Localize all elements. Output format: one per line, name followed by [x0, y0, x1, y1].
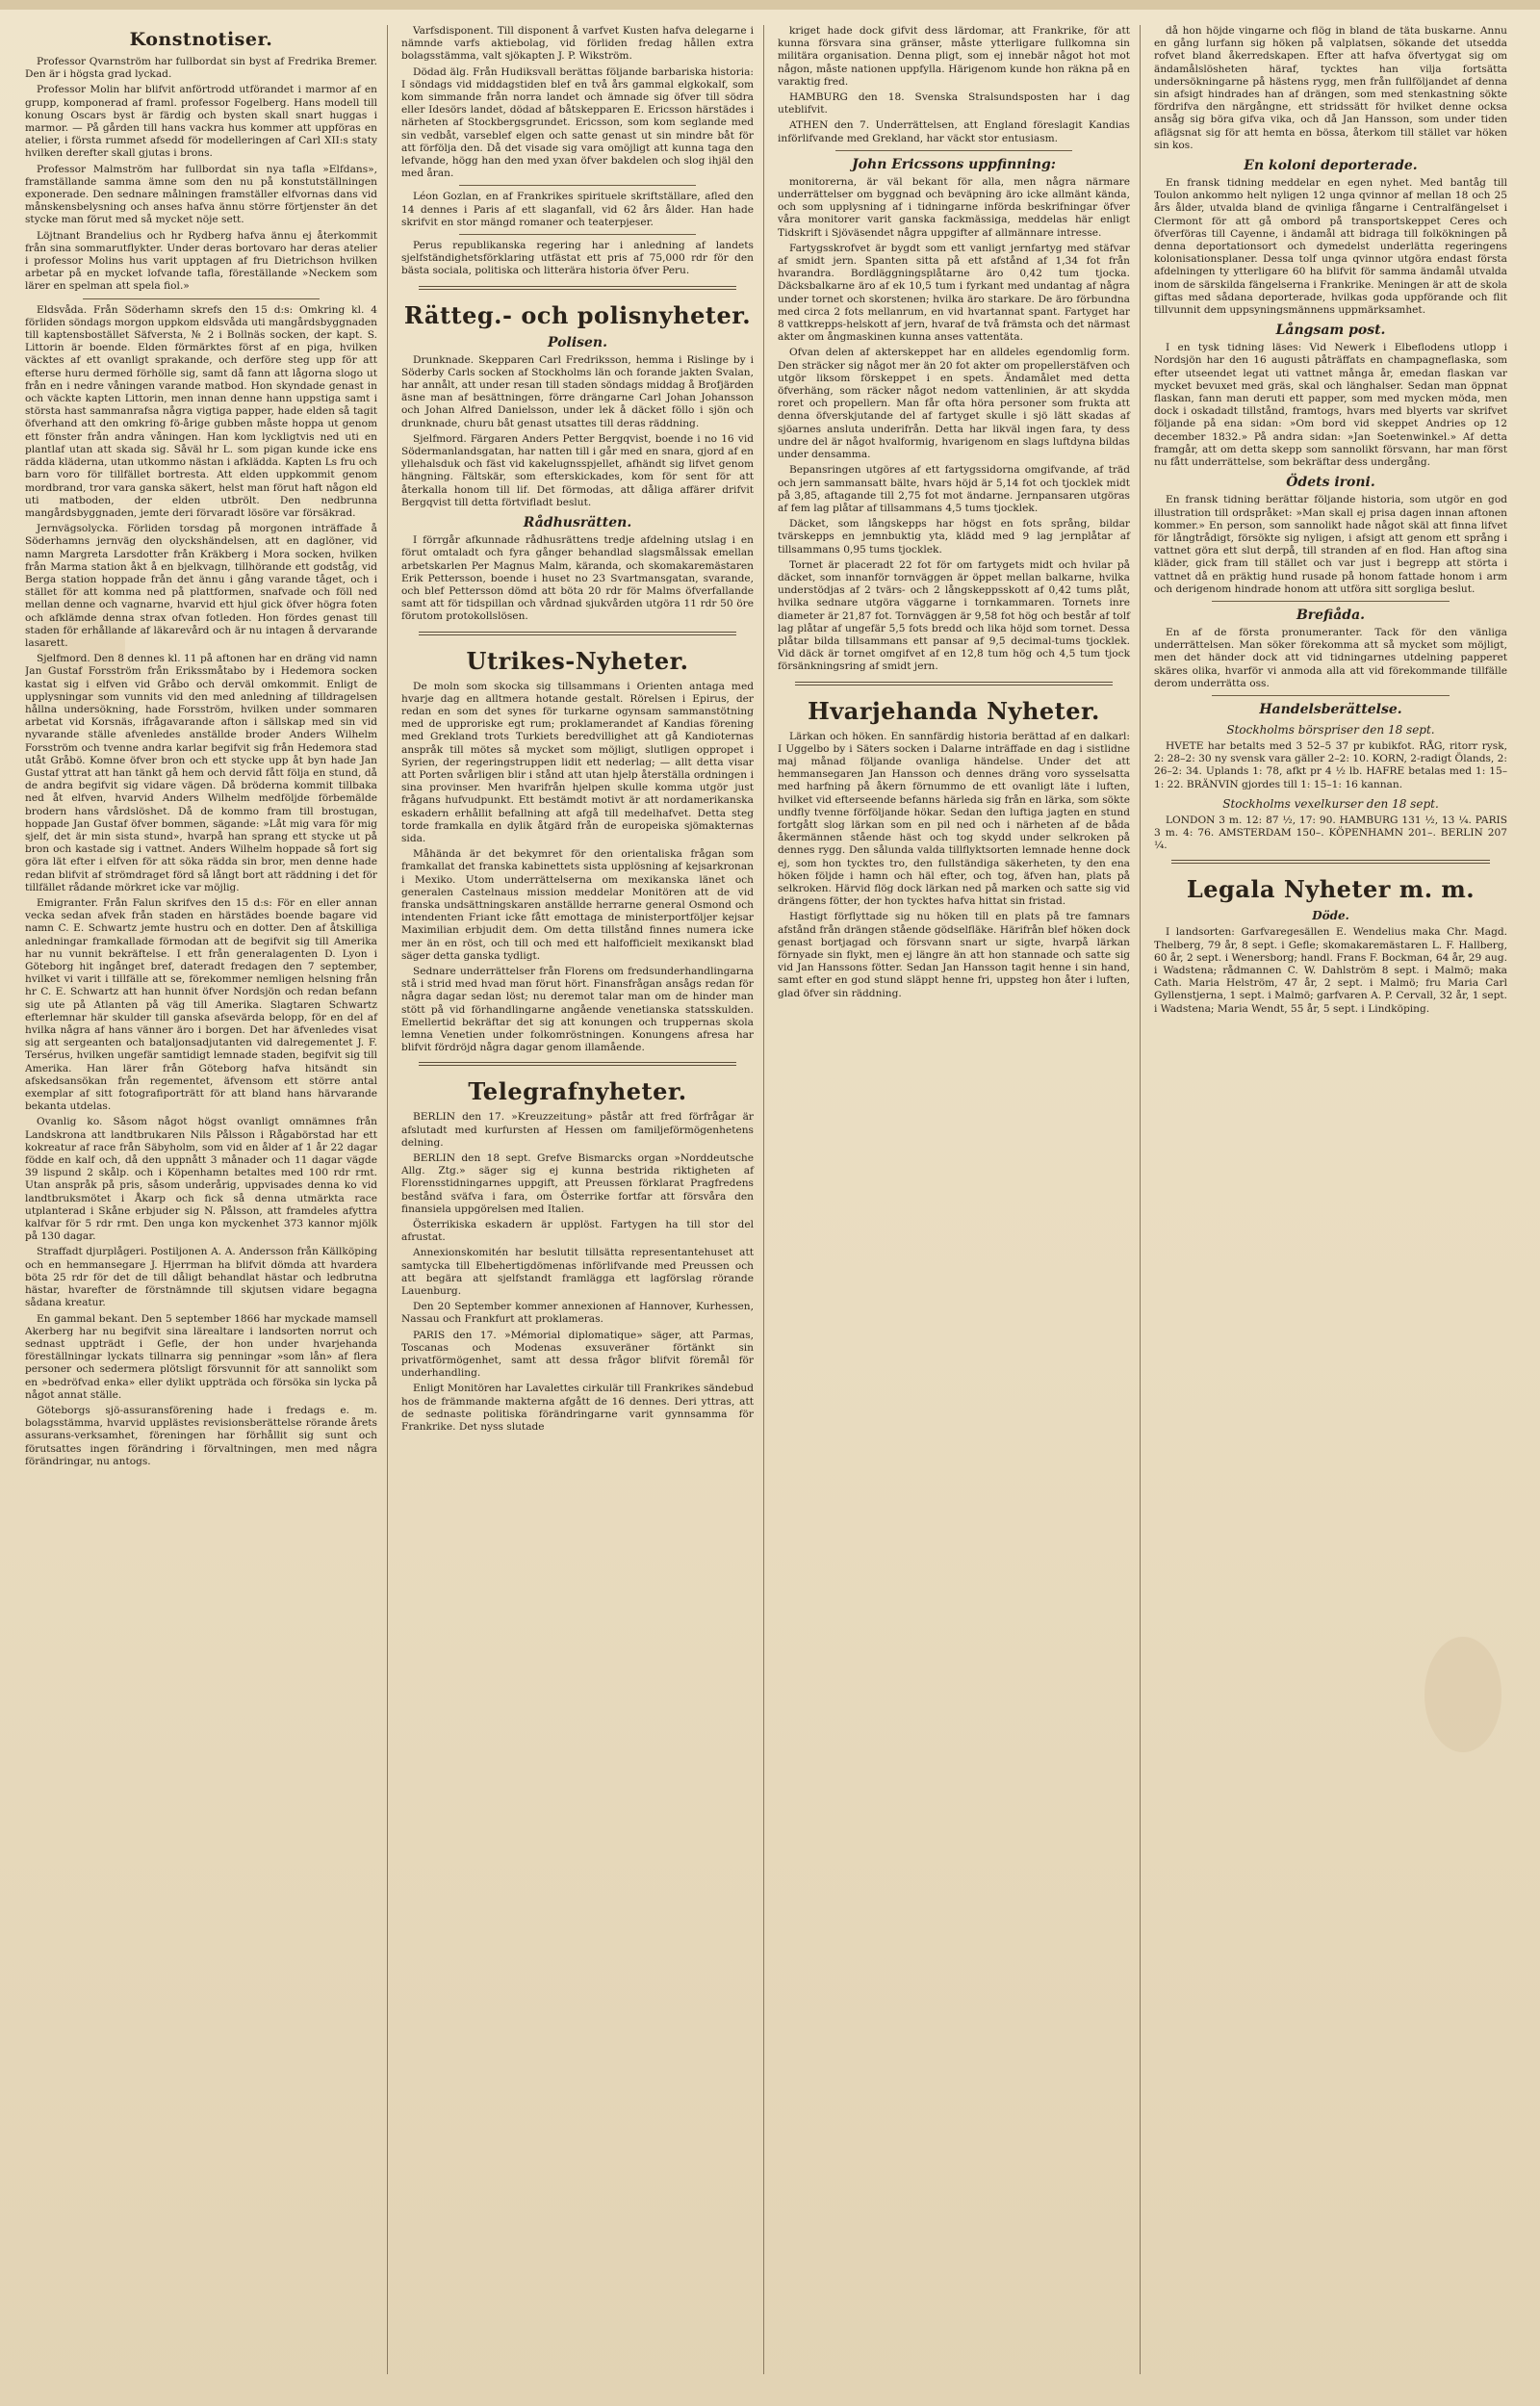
article-paragraph: Drunknade. Skepparen Carl Fredriksson, hemma i Rislinge by i Söderby Carls socken af Stockholms län och forande jakten Svalan, har annålt, att under resan till staden söndags middag å Brofjärden äsne man af besättningen, förre drängarne Carl Johan Johansson och Johan Alfred Danielsson, under lek å däcket föllo i sjön och drunknade, churu båt genast utsattes till deras räddning. [401, 353, 754, 429]
heading-en-koloni-deporterade: En koloni deporterade. [1244, 158, 1418, 174]
article-paragraph: monitorerna, är väl bekant för alla, men några närmare underrättelser om byggnad och beväpning äro icke allmänt kända, och som upplysning af i tidningarne införda beskrifningar öfver våra monitorer varit ganska fackmässiga, meddelas här enligt Tidskrift i Sjöväsendet några uppgifter af allmännare intresse. [778, 175, 1130, 239]
article-paragraph: En af de första pronumeranter. Tack för den vänliga underrättelsen. Man söker förekomma att så mycket som möjligt, men det händer dock att vid tidningarnes utdelning papperet skäres olika, hvarför vi anmoda alla att vid förekommande tillfälle derom underrätta oss. [1154, 626, 1507, 689]
subheading-polisen: Polisen. [548, 334, 607, 350]
article-paragraph: Léon Gozlan, en af Frankrikes spirituele skriftställare, afled den 14 dennes i Paris af ett slaganfall, vid 62 års ålder. Han hade skrifvit en stor mängd romaner och teaterpjeser. [401, 191, 754, 228]
article-paragraph: Tornet är placeradt 22 fot för om fartygets midt och hvilar på däcket, som innanför tornväggen är öppet mellan balkarne, hvilka understödjas af 2 tvärs- och 2 långskeppsskott af 0,42 tums plåt, hvilka sednare utgöra väggarne i tornkammaren. Tornets inre diameter är 21,87 fot. Tornväggen är 9,58 fot hög och består af tolf lag plåtar af ungefär 5,5 fots bredd och lika höjd som tornet. Dessa plåtar bilda tillsammans ett pansar af 9,5 decimal-tums tjocklek. Vid däck är tornet omgifvet af en 12,8 tum hög och 4,5 tum tjock försänkningsring af smidt jern. [778, 558, 1130, 673]
article-paragraph: Löjtnant Brandelius och hr Rydberg hafva ännu ej återkommit från sina sommarutflykter. Under deras bortovaro har deras atelier i professor Molins hus varit upptagen af fru Dietrichson hvilken arbetar på en mycket lofvande tafla, föreställande »Neckem som lärer en spelman att spela fiol.» [25, 229, 377, 293]
article-paragraph: Däcket, som långskepps har högst en fots språng, bildar tvärskepps en jemnbuktig yta, klädd med 9 lag jernplåtar af tillsammans 0,95 tums tjocklek. [778, 518, 1130, 556]
heading-rattegangs-och-polisnyheter: Rätteg.- och polisnyheter. [403, 300, 752, 329]
article-paragraph: Lärkan och höken. En sannfärdig historia berättad af en dalkarl: I Uggelbo by i Säters socken i Dalarne inträffade en dag i sistlidne maj månad följande ovanliga händelse. Under det att hemmansegaren Jan Hansson och dennes dräng voro sysselsatta med harfning på åkern förnummo de ett ovanligt läte i luften, hvilket vid efterseende befanns härleda sig från en lärka, som sökte undfly tvenne förföljande hökar. Sedan den luftiga jagten en stund fortgått slog lärkan som en pil ned och i närheten af de båda åkermännen stående häst och tog skydd under selkroken på dennes rygg. Den sålunda valda tillflyktsorten lemnade henne dock ej, som hon tycktes tro, den fullständiga säkerheten, ty den ena höken följde i hamn och häl efter, och tog, äfven han, plats på selkroken. Härvid flög dock lärkan ned på marken och satte sig vid drängens fötter, der hon tycktes hafva hittat sin fristad. [778, 730, 1130, 908]
article-paragraph: Måhända är det bekymret för den orientaliska frågan som framkallat det franska kabinettets sista upplösning af kejsarkronan i Mexiko. Utom underrättelserna om mexikanska länet och generalen Castelnaus mission meddelar Monitören att de vid franska undsättningskaren anställde herrarne general Osmond och intendenten Friant icke fått emottaga de ministerportföljer kejsar Maximilian erbjudit dem. Om detta tillstånd finnes numera icke mer än en röst, och till och med ett halfofficielt mexikanskt blad säger detta ganska tydligt. [401, 848, 754, 962]
article-paragraph: Bepansringen utgöres af ett fartygssidornа omgifvande, af träd och jern sammansatt bälte, hvars höjd är 5,14 fot och tjocklek midt på 3,85, aftagande till 2,75 fot mot ändarne. Jernpansaren utgöras af fem lag plåtar af tillsammans 4,5 tums tjocklek. [778, 464, 1130, 514]
column-4 [1154, 25, 1517, 2374]
article-paragraph: De moln som skocka sig tillsammans i Orienten antaga med hvarje dag en alltmera hotande gestalt. Rörelsen i Epirus, der redan en som det synes för turkarne ogynsam sammanstötning med de upproriske egt rum; proklamerandet af Kandias förening med Grekland trots Turkiets beredvillighet att gå Kandioternas anspråk till mötes så mycket som möjligt, slutligen oppropet i Syrien, der regeringstruppen lidit ett nederlag; — allt detta visar att Porten svårligen blir i stånd att utan hjelp återställa ordningen i sina provinser. Men hvarifrån hjelpen skulle komma utgör just frågans hufvudpunkt. Ett bestämdt motivt är att nordamerikanska eskadern erhållit befallning att afgå till medelhafvet. Detta steg torde framkalla en dylik åtgärd från de europeiska sjömakternas sida. [401, 680, 754, 844]
article-paragraph: Fartygsskrofvet är bygdt som ett vanligt jernfartyg med stäfvar af smidt jern. Spanten sitta på ett afstånd af 1,34 fot från hvarandra. Bordläggningsplåtarne äro 0,42 tum tjocka. Däcksbalkarne äro af ek 10,5 tum i fyrkant med undantag af några under tornet och skorstenen; hvilka äro starkare. De äro förbundna med circa 2 fots mellanrum, en vid hvartannat spant. Fartyget har 8 vattkrepps-helskott af jern, hvaraf de två främsta och det närmast akter om ångmaskinen kunna anses vattentäta. [778, 242, 1130, 344]
article-paragraph: BERLIN den 17. »Kreuzzeitung» påstår att fred förfrågar är afslutadt med kurfursten af Hessen om familjeförmögenhetens delning. [401, 1111, 754, 1149]
article-paragraph: kriget hade dock gifvit dess lärdomar, att Frankrike, för att kunna försvara sina gränser, måste ytterligare fullkomna sin militära organisation. Denna pligt, som ej innebär något hot mot någon, måste nationen uppfylla. Härigenom kunde hon räkna på en varaktig fred. [778, 25, 1130, 88]
column-2 [401, 25, 764, 2374]
article-paragraph: Sjelfmord. Färgaren Anders Petter Bergqvist, boende i no 16 vid Södermanlandsgatan, har natten till i går med en snara, gjord af en yllehalsduk och fäst vid kakelugnsspjellet, afhändt sig lifvet genom hängning. Fältskär, som efterskickades, kom för sent för att återkalla honom till lif. Det förmodas, att dåliga affärer drifvit Bergqvist till detta förtvifladt beslut. [401, 432, 754, 508]
article-paragraph: Straffadt djurplågeri. Postiljonen A. A. Andersson från Källköping och en hemmansegare J. Hjerrman ha blifvit dömda att hvardera böta 25 rdr för det de till dåligt behandlat hästar och ledbrutna hästar, hvarefter de förstnämnde till skjutsen vidare begagna sådana kreatur. [25, 1246, 377, 1309]
article-paragraph: I en tysk tidning läses: Vid Newerk i Elbeflodens utlopp i Nordsjön har den 16 augusti påträffats en champagneflaska, som efter utseendet legat uti vattnet många år, emedan flaskan var mycket bevuxet med gräs, skal och länghalser. Sedan man öppnat flaskan, fann man deruti ett papper, som med mycken möda, men dock i oskadadt tillstånd, framtogs, hvars med blyerts var skrifvet följande på ena sidan: »Om bord vid skeppet Andries op 12 december 1832.» På andra sidan: »Jan Soetenwinkel.» Af detta framgår, att om detta skepp som sannolikt försvann, har man först nu fått underrättelse, som bekräftar dess undergång. [1154, 342, 1507, 469]
subheading-vexelkurser: Stockholms vexelkurser den 18 sept. [1222, 796, 1439, 811]
section-rule [419, 632, 736, 635]
section-rule [1171, 860, 1490, 864]
article-paragraph: Sjelfmord. Den 8 dennes kl. 11 på aftonen har en dräng vid namn Jan Gustaf Forsström från Erikssmåtabo by i Hedemora socken kastat sig i elfven vid Gråbo och derväl omkommit. Enligt de upplysningar som vunnits vid den med anledning af tilldragelsen hållna undersökning, hade Forsström, hvilken under sommaren arbetat vid Korsnäs, ifrågavarande afton i sällskap med sin vid nyvarande ställe afvenledes anställde broder Anders Wilhelm Forsström och tvenne andra karlar begifvit sig från Hedemora stad utåt Gråbö. Komne öfver bron och ett stycke upp åt byn hade Jan Gustaf yttrat att han tänkt gå hem och dervid fått följa en stund, då de andra begifvit sig vidare vägen. Då bröderna kommit tillbaka ned åt elfven, hvarvid Anders Wilhelm medföljde förbemälde brodern hans vårdslöshet. Då de kommo fram till brostugan, hoppade Jan Gustaf öfver bommen, sägande: »Låt mig vara för mig sjelf, det är min sista stund», hvarpå han sprang ett stycke ut på bron och kastade sig i vattnet. Anders Wilhelm hoppade så fort sig göra lät efter i elfven för att söka rädda sin bror, men denne hade redan blifvit af strömdraget förd så långt bort att räddning i det för tillfället rådande mörkret icke var möjlig. [25, 653, 377, 893]
article-paragraph: Eldsvåda. Från Söderhamn skrefs den 15 d:s: Omkring kl. 4 förliden söndags morgon uppkom eldsvåda uti mangårdsbyggnaden till kaptensbostället Säfversta, № 2 i Bollnäs socken, der kapt. S. Littorin är boende. Elden förmärktes först af en piga, hvilken väcktes af ett ovanligt sprakande, och derföre steg upp för att efterse huru dermed förhölle sig, samt då fann att lågorna slogo ut från en i nedre våningen varande matbod. Hon skyndade genast in och väckte kapten Littorin, men innan denne hann uppstiga samt i största hast sammanrafsa några vigtiga papper, hade elden så tagit öfverhand att den omkring fö-årige gubben måste hoppa ut genom ett fönster från andra våningen. Han kom lyckligtvis ned uti en plantlaf utan att skada sig. Såväl hr L. som pigan kunde icke ens rädda kläderna, utan utkommo nästan i afklädda. Kapten Ls fru och barn voro för tillfället bortresta. Att elden uppkommit genom mordbrand, tror vara ganska säkert, helst man förut haft någon eld uti matboden, der elden utbrölt. Den nedbrunna mangårdsbyggnaden, jemte deri förvaradt lösöre var försäkrad. [25, 303, 377, 519]
article-paragraph: HVETE har betalts med 3 52–5 37 pr kubikfot. RÅG, ritorr rysk, 2: 28–2: 30 ny svensk vara gäller 2–2: 10. KORN, 2-radigt Ölands, 2: 26–2: 34. Uplands 1: 78, afkt pr 4 ½ lb. HAFRE betalas med 1: 15–1: 22. BRÄNVIN gjordes till 1: 15–1: 16 kannan. [1154, 739, 1507, 790]
article-paragraph: ATHEN den 7. Underrättelsen, att England föreslagit Kandias införlifvande med Grekland, har väckt stor entusiasm. [778, 119, 1130, 144]
article-paragraph: Hastigt förflyttade sig nu höken till en plats på tre famnars afstånd från drängen stående gödselfläke. Härifrån blef höken dock genast bortjagad och försvann snart ur sigte, hvarpå lärkan förnyade sin flykt, men ej längre än att hon stannade och satte sig vid Jan Hanssons fötter. Sedan Jan Hansson tagit henne i sin hand, samt efter en god stund släppt henne fri, uppsteg hon åter i luften, glad öfver sin räddning. [778, 911, 1130, 999]
columns [25, 17, 1515, 2387]
article-paragraph: BERLIN den 18 sept. Grefve Bismarcks organ »Norddeutsche Allg. Ztg.» säger sig ej kunna bestrida riktigheten af Florensstidningarnes uppgift, att Preussen förklarat Pragfredens bestånd sväfva i fara, om Österrike fortfar att försvåra den finansiela uppgörelsen med Italien. [401, 1152, 754, 1215]
article-paragraph: En gammal bekant. Den 5 september 1866 har myckade mamsell Akerberg har nu begifvit sina lärealtare i landsorten norrut och sednast uppträdt i Gefle, der hon under hvarjehanda föreställningar lyckats tillnarra sig penningar »som lån» af flera personer och sedermera plötsligt försvunnit för att sannolikt som en »bedröfvad enka» eller dylikt uppträda och försöka sin lycka på något annat ställe. [25, 1312, 377, 1401]
heading-langsam-post: Långsam post. [1275, 323, 1386, 339]
article-paragraph: I förrgår afkunnade rådhusrättens tredje afdelning utslag i en förut omtaladt och fyra gånger behandlad slagsmålssak emellan arbetskarlen Per Magnus Malm, käranda, och skomakaremästaren Erik Pettersson, boende i huset no 23 Svartmansgatan, svarande, och blef Pettersson dömd att böta 20 rdr för Malms öfverfallande samt att för tidspillan och vårdnad sjukvården utgöra 11 rdr 50 öre förutom protokollslösen. [401, 534, 754, 623]
article-paragraph: En fransk tidning meddelar en egen nyhet. Med bantåg till Toulon ankommo helt nyligen 12 unga qvinnor af mellan 18 och 25 års ålder, utvalda bland de qvinliga fångarne i Centralfängelset i Clermont för att gå ombord på transportskeppet Ceres och öfverföras till Cayenne, i ändamål att bidraga till folkökningen på denna deportationsort och dymedelst underlätta regeringens kolonisationsplaner. Dessa tolf unga qvinnor utgöra endast första afdelningen ty ytterligare 60 ha blifvit för samma ändamål utvalda inom de särskilda fängelserna i Frankrike. Meningen är att de skola giftas med sådana deporterade, hvilkas goda uppförande och flit tillvunnit dem uppsyningsmännens uppmärksamhet. [1154, 177, 1507, 317]
section-rule [419, 1062, 736, 1066]
divider [835, 150, 1072, 151]
article-paragraph: Perus republikanska regering har i anledning af landets sjelfständighetsförklaring utfästat ett pris af 75,000 rdr för den bästa sociala, politiska och litterära historia öfver Peru. [401, 240, 754, 277]
page-top-edge [0, 0, 1540, 10]
column-1 [25, 25, 388, 2374]
article-paragraph: HAMBURG den 18. Svenska Stralsundsposten har i dag uteblifvit. [778, 91, 1130, 116]
article-paragraph: PARIS den 17. »Mémorial diplomatique» säger, att Parmas, Toscanas och Modenas exsuveräner förtänkt sin privatförmögenhet, samt att dessa frågor blifvit föremål för underhandling. [401, 1329, 754, 1380]
subheading-radhusratten: Rådhusrätten. [523, 515, 632, 531]
article-paragraph: Varfsdisponent. Till disponent å varfvet Kusten hafva delegarne i nämnde varfs aktiebolag, vid förliden fredag hållen extra bolagsstämma, valt sjökapten J. P. Wikström. [401, 25, 754, 63]
subheading-borspriser: Stockholms börspriser den 18 sept. [1226, 722, 1435, 737]
section-rule [795, 682, 1113, 686]
article-paragraph: Ofvan delen af akterskeppet har en alldeles egendomlig form. Den sträcker sig något mer än 20 fot akter om propellerstäfven och utgör liksom förskeppet i en spets. Ändamålet med detta öfverhäng, som räcker något nedom vattenlinien, är att skydda roret och propellern. Man får ofta höra personer som frukta att denna öfverskjutande del af fartyget skulle i sjö lätt skadas af sjöarnes ansluta underifrån. Detta har likväl ingen fara, ty dess undre del är något hvalformig, hvarigenom en slags luftdyna bildas under densamma. [778, 347, 1130, 461]
article-paragraph: Enligt Monitören har Lavalettes cirkulär till Frankrikes sändebud hos de främmande makterna afgått de 16 dennes. Deri yttras, att de sednaste politiska förändringarne varit gynnsamma för Frankrike. Det nyss slutade [401, 1383, 754, 1434]
divider [83, 298, 320, 299]
article-paragraph: I landsorten: Garfvaregesällen E. Wendelius maka Chr. Magd. Thelberg, 79 år, 8 sept. i Gefle; skomakaremästaren L. F. Hallberg, 60 år, 2 sept. i Wenersborg; handl. Frans F. Bockman, 64 år, 29 aug. i Wadstena; rådmannen C. W. Dahlström 8 sept. i Malmö; maka Cath. Maria Helström, 47 år, 2 sept. i Malmö; fru Maria Carl Gyllenstjerna, 1 sept. i Malmö; garfvaren A. P. Cervall, 32 år, 1 sept. i Wadstena; Maria Wendt, 55 år, 5 sept. i Lindköping. [1154, 926, 1507, 1015]
article-paragraph: Österrikiska eskadern är upplöst. Fartygen ha till stor del afrustat. [401, 1219, 754, 1244]
article-paragraph: Jernvägsolycka. Förliden torsdag på morgonen inträffade å Söderhamns jernväg den olyckshändelsen, att en daglöner, vid namn Margreta Larsdotter från Kräkberg i Mora socken, hvilken från Marma station åkt å en bjelkvagn, tillhörande ett godståg, vid Berga station hoppade från det ännu i gång varande tåget, och i stället för att komma ned på plattformen, snafvade och föll ned mellan denne och vagnarne, hvarvid ett hjul gick öfver högra foten och afklämde denna strax ofvan fotleden. Hon fördes genast till staden för erhållande af läkarevård och är nu intagen å dervarande lasarett. [25, 523, 377, 649]
heading-odets-ironi: Ödets ironi. [1286, 475, 1375, 491]
article-paragraph: Annexionskomitén har beslutit tillsätta representantehuset att samtycka till Elbehertigdömenas införlifvande med Preussen och att begära att sjelfstandt framlägga ett lagförslag rörande Lauenburg. [401, 1247, 754, 1298]
article-paragraph: Ovanlig ko. Såsom något högst ovanligt omnämnes från Landskrona att landtbrukaren Nils Pålsson i Rågabörstad har ett kokreatur af race från Säbyholm, som vid en ålder af 1 år 22 dagar födde en kalf och, då den uppnått 3 månader och 11 dagar vägde 39 lispund 2 skålp. och i Köpenhamn betaltes med 100 rdr rmt. Utan anspråk på pris, såsom underårig, uppvisades denna ko vid landtbruksmötet i Åkarp och fick så denna utmärkta race utplanterad i Skåne erbjuder sig N. Pålsson, att framdeles afyttra kalfvar för 5 rdr rmt. Den unga kon myckenhet 373 kannor mjölk på 130 dagar. [25, 1116, 377, 1243]
article-paragraph: Göteborgs sjö-assuransförening hade i fredags e. m. bolagsstämma, hvarvid upplästes revisionsberättelse rörande årets assurans-verksamhet, föreningen har förhållit sig sunt och förutsattes ingen förändring i förvaltningen, men med några förändringar, nu antogs. [25, 1404, 377, 1467]
divider [1212, 601, 1450, 602]
article-paragraph: Emigranter. Från Falun skrifves den 15 d:s: För en eller annan vecka sedan afvek från staden en härstädes boende bagare vid namn C. E. Schwartz jemte hustru och en dotter. Den af åtskilliga anledningar framkallade förmodan att de begifvit sig till Amerika har nu vunnit bekräftelse. I ett från generalagenten D. Lyon i Göteborg hit ingånget bref, dateradt fredagen den 7 september, hvilket vi varit i tillfälle att se, förekommer nemligen helsning från hr C. E. Schwartz att han hunnit öfver Nordsjön och redan befann sig ute på Atlanten på väg till Amerika. Slagtaren Schwartz efterlemnar här skulder till ganska afsevärda belopp, för en del af hvilka några af hans vänner äro i borgen. Det har äfvenledes visat sig att sergeanten och bataljonsadjutanten vid dalregementet J. F. Tersérus, hvilken ungefär samtidigt lemnade staden, begifvit sig till Amerika. Han lärer från Göteborg hafva hitsändt sin afskedsansökan från regementet, äfvensom ett större antal exemplar af sitt fotografiporträtt för att bland hans härvarande bekanta utdelas. [25, 897, 377, 1113]
article-paragraph: En fransk tidning berättar följande historia, som utgör en god illustration till ordspråket: »Man skall ej prisa dagen innan aftonen kommer.» En person, som sannolikt hade något skäl att finna lifvet för långtrådigt, försökte sig nyligen, i afsigt att genom ett språng i vattnet göra ett slut derpå, till stranden af en flod. Han aftog sina kläder, gick fram till stället och var just i begrepp att störta i vattnet då en präktig hund rusade på honom fattade honom i arm och derigenom hindrade honom att utföra sitt sorgliga beslut. [1154, 494, 1507, 595]
heading-brefladа: Brefiåda. [1296, 607, 1366, 623]
article-paragraph: LONDON 3 m. 12: 87 ½, 17: 90. HAMBURG 131 ½, 13 ¼. PARIS 3 m. 4: 76. AMSTERDAM 150–. KÖPENHAMN 201–. BERLIN 207 ¼. [1154, 814, 1507, 852]
article-paragraph: Dödad älg. Från Hudiksvall berättas följande barbariska historia: I söndags vid middagstiden blef en två års gammal elgkokalf, som kom simmande från norra landet och ämnade sig öfver till södra eller Idesörs landet, dödad af båtskepparen E. Ericsson härstädes i närheten af Stockbergsgrundet. Ericsson, som kom seglande med sin vedbåt, varseblef elgen och satte genast ut sin mindre båt för att förfölja den. Då det visade sig vara omöjligt att kunna taga den lefvande, högg han den med yxan öfver bakdelen och slog ihjäl den med åran. [401, 65, 754, 180]
heading-handelsberattelse: Handelsberättelse. [1259, 701, 1402, 717]
divider [459, 234, 696, 235]
heading-konstnotiser: Konstnotiser. [129, 29, 273, 50]
article-paragraph: då hon höjde vingarne och flög in bland de täta buskarne. Annu en gång lurfann sig höken på valplatsen, sökande det utsedda rofvet bland åkerredskapen. Efter att hafva öfvertygat sig om ändamålslösheten häraf, tycktes han vilja fortsätta undersökningarne på hästens rygg, men från fullföljandet af denna sin afsigt hindrades han af drängen, som med stenkastning sökte fördrifva den närgångne, ett stridssätt för hvilket denne ocksa ansåg sig böra gifva vika, och då Jan Hansson, som under tiden aflägsnat sig för att hemta en bössa, återkom till stället var höken sin kos. [1154, 25, 1507, 151]
heading-legala-nyheter: Legala Nyheter m. m. [1186, 875, 1476, 904]
heading-john-ericssons-uppfinning: John Ericssons uppfinning: [852, 156, 1056, 172]
article-paragraph: Den 20 September kommer annexionen af Hannover, Kurhessen, Nassau och Frankfurt att proklameras. [401, 1301, 754, 1326]
subheading-dode: Döde. [1312, 909, 1349, 923]
divider [459, 185, 696, 186]
article-paragraph: Professor Malmström har fullbordat sin nya tafla »Elfdans», framställande samma ämne som den nu på konstutställningen exponerade. Den sednare målningen framställer elfvornas dans vid månskensbelysning och anses hafva ännu större förtjenster än det stycke man förut med så mycket nöje sett. [25, 163, 377, 226]
article-paragraph: Sednare underrättelser från Florens om fredsunderhandlingarna stå i strid med hvad man förut hört. Finansfrågan ansågs redan för några dagar sedan löst; nu deremot talar man om de hinder man stött på vid förhandlingarne angående venetianska statsskulden. Emellertid bekräftar det sig att konungen och truppernas skola lemna Venetien under folkomröstningen. Konungens afresa har blifvit fördröjd några dagar genom illamående. [401, 965, 754, 1054]
divider [1212, 695, 1450, 696]
heading-hvarjehanda-nyheter: Hvarjehanda Nyheter. [808, 696, 1100, 725]
section-rule [419, 286, 736, 290]
heading-utrikes-nyheter: Utrikes-Nyheter. [466, 646, 689, 675]
heading-telegrafnyheter: Telegrafnyheter. [468, 1077, 687, 1106]
column-3 [778, 25, 1141, 2374]
article-paragraph: Professor Qvarnström har fullbordat sin byst af Fredrika Bremer. Den är i högsta grad lyckad. [25, 56, 377, 81]
article-paragraph: Professor Molin har blifvit anförtrodd utförandet i marmor af en grupp, komponerad af framl. professor Fogelberg. Hans modell till konung Oscars byst är färdig och bysten skall snart huggas i marmor. — På gården till hans vackra hus kommer att uppföras en atelier, i första rummet afsedd för modelleringen af Carl XII:s staty hvilken derefter skall gjutas i brons. [25, 84, 377, 160]
